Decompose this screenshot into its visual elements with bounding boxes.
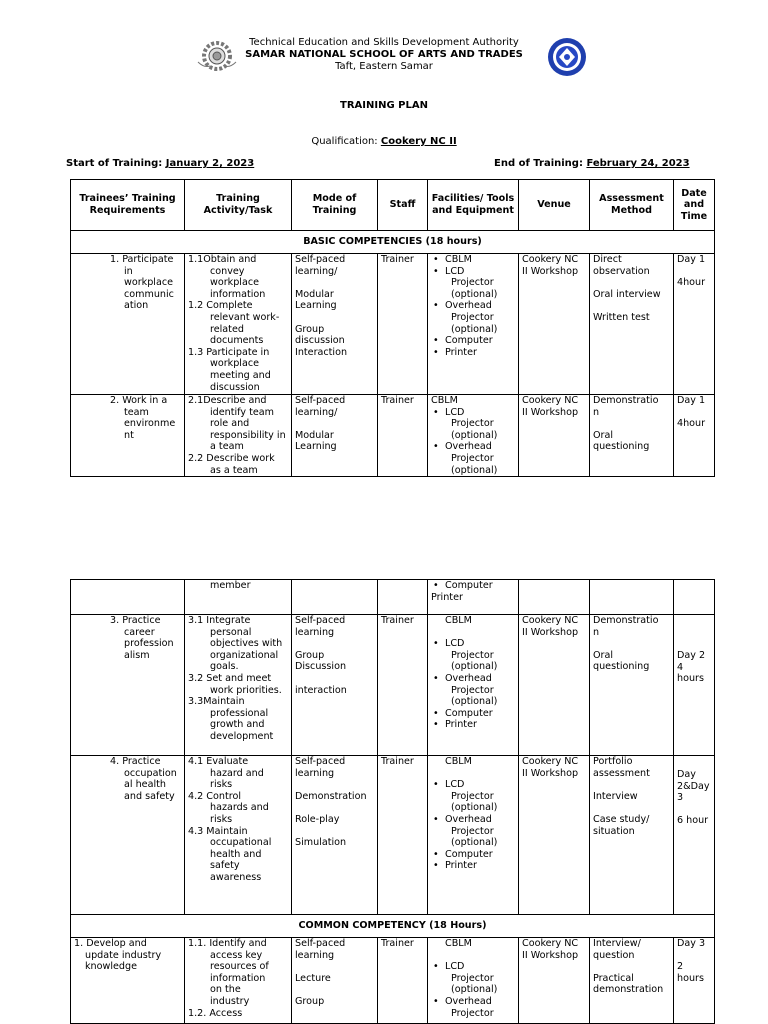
cell-line: Discussion (295, 661, 347, 673)
cell-line: Oral (593, 429, 614, 441)
cell-line: occupation (124, 767, 177, 779)
cell-mode (292, 938, 378, 1024)
table-row (71, 395, 715, 477)
cell-staff: Trainer (378, 756, 428, 915)
cell-line: • Overhead (431, 441, 515, 453)
cell-line: Projector (451, 684, 494, 696)
cell-line: Projector (451, 1007, 494, 1019)
cell-task (185, 395, 292, 477)
table-header-row (71, 180, 715, 231)
cell-line: risks (210, 779, 233, 791)
cell-line: 3.3Maintain (188, 696, 245, 708)
cell-line: health and (210, 848, 262, 860)
cell-line: Cookery NC (522, 756, 579, 767)
cell-staff: Trainer (378, 395, 428, 477)
cell-line: development (210, 730, 274, 742)
qualification-label: Qualification: (311, 136, 381, 147)
cell-line: II Workshop (522, 265, 579, 277)
cell-line: 1.1. Identify and (188, 938, 267, 949)
cell-line: team (124, 406, 149, 418)
cell-line: ation (124, 300, 149, 312)
cell-line: convey (210, 265, 245, 277)
cell-requirement (71, 756, 185, 915)
cell-venue (519, 395, 590, 477)
table-row (71, 756, 715, 915)
start-of-training (66, 158, 254, 169)
cell-line: organizational (210, 649, 279, 661)
cell-line: alism (124, 649, 150, 661)
cell-line: knowledge (85, 961, 138, 973)
cell-assessment (590, 938, 674, 1024)
cell-line: • Overhead (431, 814, 515, 826)
table-row (71, 938, 715, 1024)
cell-task (185, 756, 292, 915)
qualification (0, 136, 768, 147)
cell-line: 1.2 Complete (188, 300, 253, 312)
cell-line: Learning (295, 441, 337, 453)
cell-line: • Computer (431, 335, 515, 347)
cell-line: observation (593, 265, 650, 277)
cell-line: hours (677, 673, 704, 685)
document-title: TRAINING PLAN (340, 100, 428, 111)
qualification-value: Cookery NC II (380, 136, 457, 147)
table-row (71, 254, 715, 395)
cell-line: industry (210, 995, 250, 1007)
cell-line: Group (295, 995, 325, 1007)
col-header: Assessment Method (590, 180, 674, 231)
cell-assessment (590, 254, 674, 395)
cell-line: and safety (124, 790, 175, 802)
section-row (71, 915, 715, 938)
cell-line: Self-paced (295, 756, 346, 767)
cell-staff: Trainer (378, 615, 428, 756)
cell-line: II Workshop (522, 949, 579, 961)
cell-staff: Trainer (378, 254, 428, 395)
cell-line: Written test (593, 311, 650, 323)
cell-line: CBLM (445, 756, 472, 767)
cell-line: 1.1Obtain and (188, 254, 257, 265)
cell-line: occupational (210, 837, 272, 849)
cell-mode (292, 615, 378, 756)
cell-line: • Printer (431, 347, 515, 359)
training-plan-table-continued (70, 579, 715, 1024)
cell-line: Interview/ (593, 938, 641, 949)
cell-line: related (210, 323, 244, 335)
cell-line: 3.2 Set and meet (188, 672, 272, 684)
cell-line: Projector (451, 972, 494, 984)
cell-line: Self-paced (295, 938, 346, 949)
cell-venue (519, 938, 590, 1024)
training-plan-table (70, 179, 715, 477)
cell-line: hours (677, 972, 704, 984)
cell-tools (428, 938, 519, 1024)
cell-line: • Printer (431, 719, 515, 731)
cell-line: 4.2 Control (188, 790, 241, 802)
cell-line: career (124, 626, 155, 638)
cell-mode (292, 395, 378, 477)
cell-line: assessment (593, 767, 650, 779)
cell-line: 1.3 Participate in (188, 346, 270, 358)
cell-line: access key (210, 949, 263, 961)
cell-line: discussion (295, 335, 345, 347)
cell-line: interaction (295, 684, 347, 696)
cell-line: 3 (677, 792, 684, 804)
cell-date (674, 756, 715, 915)
cell-line: situation (593, 825, 635, 837)
cell-line: member (210, 580, 251, 591)
cell-line: n (593, 406, 600, 418)
cell-line: (optional) (451, 429, 498, 441)
cell-task (185, 615, 292, 756)
cell-line: (optional) (451, 984, 498, 996)
cell-line: workplace (210, 358, 260, 370)
cell-line: 3. Practice (110, 615, 161, 626)
cell-line: (optional) (451, 696, 498, 708)
cell-line: Day 2 (677, 650, 706, 661)
cell-line: CBLM (445, 938, 472, 949)
cell-line: • Overhead (431, 673, 515, 685)
cell-line: Demonstration (295, 790, 367, 802)
cell-line: Projector (451, 825, 494, 837)
cell-line: Projector (451, 277, 494, 289)
school-name: SAMAR NATIONAL SCHOOL OF ARTS AND TRADES (245, 49, 523, 60)
cell-mode (292, 756, 378, 915)
cell-line: Cookery NC (522, 938, 579, 949)
cell-venue (519, 615, 590, 756)
section-title: COMMON COMPETENCY (18 Hours) (71, 915, 715, 938)
cell-line: Oral (593, 649, 614, 661)
cell-line: 2. Work in a (110, 395, 168, 406)
cell-line: learning (295, 626, 335, 638)
cell-date (674, 395, 715, 477)
cell-line: Projector (451, 452, 494, 464)
cell-line: on the (210, 984, 241, 996)
cell-line: professional (210, 707, 269, 719)
cell-requirement (71, 615, 185, 756)
cell-assessment (590, 395, 674, 477)
col-header: Venue (519, 180, 590, 231)
cell-staff: Trainer (378, 938, 428, 1024)
cell-line: Day 3 (677, 938, 706, 949)
cell-line: Projector (451, 418, 494, 430)
authority-name: Technical Education and Skills Development Authority (249, 37, 519, 48)
start-date: January 2, 2023 (165, 158, 255, 169)
section-title: BASIC COMPETENCIES (18 hours) (71, 231, 715, 254)
cell-line: questioning (593, 661, 650, 673)
cell-line: Self-paced (295, 395, 346, 406)
cell-line: Interaction (295, 346, 348, 358)
cell-line: Demonstratio (593, 395, 659, 406)
section-row (71, 231, 715, 254)
cell-line: n (593, 626, 600, 638)
cell-task (185, 254, 292, 395)
cell-line: • LCD (431, 266, 515, 278)
cell-line: relevant work- (210, 311, 280, 323)
cell-line: • Printer (431, 860, 515, 872)
cell-line: questioning (593, 441, 650, 453)
cell-line: role and (210, 418, 250, 430)
col-header: Staff (378, 180, 428, 231)
cell-line: 4 (677, 661, 684, 673)
cell-line: • CBLM (431, 254, 515, 266)
cell-line: communic (124, 288, 174, 300)
cell-requirement (71, 254, 185, 395)
cell-line: demonstration (593, 984, 664, 996)
cell-line: II Workshop (522, 406, 579, 418)
cell-line: • Overhead (431, 300, 515, 312)
cell-task (185, 938, 292, 1024)
col-header: Facilities/ Tools and Equipment (428, 180, 519, 231)
end-label: End of Training: (494, 158, 587, 169)
cell-line: information (210, 288, 266, 300)
cell-mode (292, 254, 378, 395)
cell-line: • LCD (431, 779, 515, 791)
start-label: Start of Training: (66, 158, 166, 169)
cell-tools (428, 395, 519, 477)
cell-line: environme (124, 418, 176, 430)
cell-line: 1.2. Access (188, 1007, 243, 1019)
cell-line: personal (210, 626, 252, 638)
cell-line: responsibility in (210, 429, 286, 441)
cell-line: goals. (210, 661, 239, 673)
cell-line: • LCD (431, 407, 515, 419)
cell-line: (optional) (451, 323, 498, 335)
cell-line: CBLM (445, 615, 472, 626)
cell-line: 2 (677, 961, 684, 973)
cell-line: Case study/ (593, 813, 650, 825)
cell-line: profession (124, 638, 174, 650)
cell-line: (optional) (451, 464, 498, 476)
col-header: Mode of Training (292, 180, 378, 231)
cell-line: CBLM (431, 395, 458, 406)
cell-line: Interview (593, 790, 638, 802)
cell-line: as a team (210, 464, 258, 476)
cell-line: in (124, 265, 133, 277)
table-row (71, 615, 715, 756)
cell-line: discussion (210, 381, 260, 393)
cell-line: 2.1Describe and (188, 395, 267, 406)
cell-line: meeting and (210, 369, 271, 381)
cell-line: II Workshop (522, 767, 579, 779)
cell-line: a team (210, 441, 244, 453)
cell-line: Cookery NC (522, 395, 579, 406)
cell-line: Projector (451, 649, 494, 661)
cell-line: Day 1 (677, 254, 706, 265)
cell-line: learning (295, 767, 335, 779)
cell-tools (428, 254, 519, 395)
cell-line: awareness (210, 871, 262, 883)
cell-line: (optional) (451, 661, 498, 673)
cell-line: Cookery NC (522, 254, 579, 265)
cell-line: Day (677, 769, 696, 780)
cell-venue (519, 254, 590, 395)
cell-task (185, 580, 292, 615)
cell-line: Printer (431, 591, 463, 603)
cell-line: Modular (295, 429, 334, 441)
cell-requirement (71, 938, 185, 1024)
cell-line: 1. Develop and (74, 938, 147, 949)
cell-line: safety (210, 860, 240, 872)
cell-line: • LCD (431, 638, 515, 650)
cell-line: update industry (85, 949, 162, 961)
cell-line: information (210, 972, 266, 984)
cell-line: II Workshop (522, 626, 579, 638)
cell-line: question (593, 949, 635, 961)
cell-line: Practical (593, 972, 634, 984)
cell-line: al health (124, 779, 166, 791)
end-date: February 24, 2023 (586, 158, 690, 169)
cell-line: 3.1 Integrate (188, 615, 251, 626)
cell-line: documents (210, 335, 264, 347)
cell-line: hazards and (210, 802, 269, 814)
cell-line: work priorities. (210, 684, 282, 696)
cell-line: 4. Practice (110, 756, 161, 767)
cell-assessment (590, 756, 674, 915)
cell-line: Demonstratio (593, 615, 659, 626)
cell-line: 6 hour (677, 815, 709, 827)
cell-line: hazard and (210, 767, 264, 779)
cell-requirement (71, 395, 185, 477)
cell-line: workplace (124, 277, 174, 289)
cell-line: learning/ (295, 265, 338, 277)
cell-line: learning (295, 949, 335, 961)
cell-line: • Computer (431, 708, 515, 720)
cell-line: Oral interview (593, 288, 661, 300)
cell-line: Cookery NC (522, 615, 579, 626)
cell-line: 4hour (677, 277, 706, 289)
cell-line: 2&Day (677, 780, 710, 792)
cell-line: Direct (593, 254, 622, 265)
col-header: Training Activity/Task (185, 180, 292, 231)
cell-line: Portfolio (593, 756, 633, 767)
cell-line: Role-play (295, 813, 340, 825)
cell-line: • Computer (431, 580, 515, 592)
school-location: Taft, Eastern Samar (335, 61, 433, 72)
cell-line: 4.1 Evaluate (188, 756, 249, 767)
cell-line: workplace (210, 277, 260, 289)
cell-tools (428, 580, 519, 615)
col-header: Trainees’ Training Requirements (71, 180, 185, 231)
cell-line: (optional) (451, 837, 498, 849)
cell-date (674, 254, 715, 395)
cell-date (674, 938, 715, 1024)
cell-line: Group (295, 323, 325, 335)
end-of-training (494, 158, 690, 169)
cell-line: Group (295, 649, 325, 661)
cell-tools (428, 615, 519, 756)
cell-line: resources of (210, 961, 269, 973)
tesda-seal-logo (545, 37, 589, 77)
cell-line: risks (210, 813, 233, 825)
cell-tools (428, 756, 519, 915)
cell-line: Self-paced (295, 615, 346, 626)
cell-line: Projector (451, 311, 494, 323)
cell-line: Simulation (295, 837, 347, 849)
cell-line: identify team (210, 406, 274, 418)
cell-assessment (590, 615, 674, 756)
cell-venue (519, 756, 590, 915)
cell-line: objectives with (210, 638, 283, 650)
cell-line: 2.2 Describe work (188, 452, 275, 464)
cell-line: 4hour (677, 418, 706, 430)
cell-line: • Overhead (431, 996, 515, 1008)
cell-line: Learning (295, 300, 337, 312)
cell-line: Day 1 (677, 395, 706, 406)
cell-line: Self-paced (295, 254, 346, 265)
cell-line: Projector (451, 790, 494, 802)
cell-line: (optional) (451, 802, 498, 814)
cell-line: Lecture (295, 972, 331, 984)
cell-line: 1. Participate (110, 254, 174, 265)
col-header: Date and Time (674, 180, 715, 231)
cell-line: • LCD (431, 961, 515, 973)
table-row (71, 580, 715, 615)
cell-line: Modular (295, 288, 334, 300)
cell-line: • Computer (431, 849, 515, 861)
cell-line: (optional) (451, 288, 498, 300)
cell-line: 4.3 Maintain (188, 825, 248, 837)
cell-line: nt (124, 429, 134, 441)
cell-line: learning/ (295, 406, 338, 418)
cell-date (674, 615, 715, 756)
cell-line: growth and (210, 719, 265, 731)
